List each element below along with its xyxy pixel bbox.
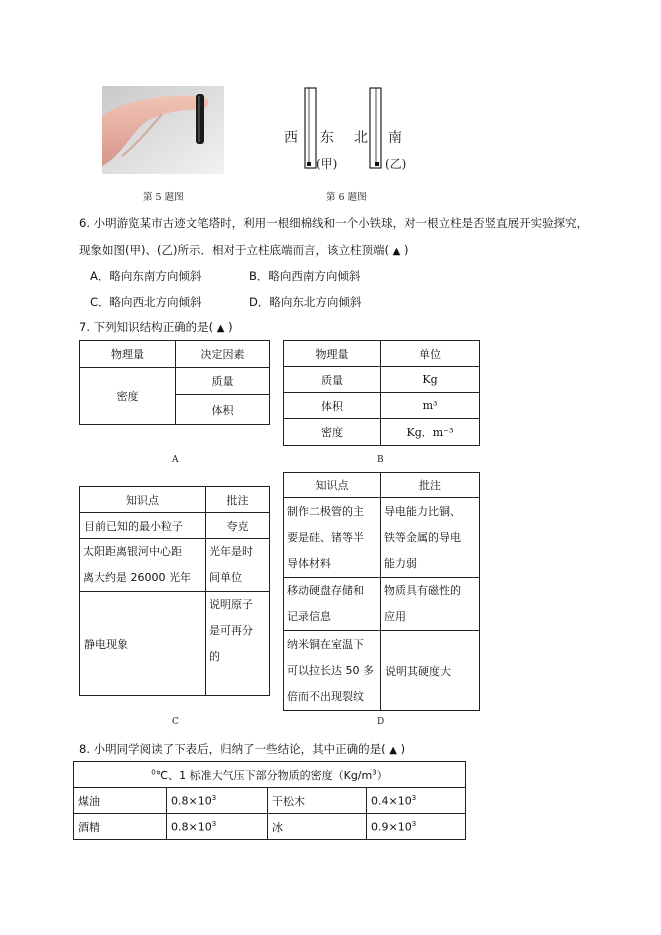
answer-mark: ▲ bbox=[389, 745, 397, 756]
table-b-header-quantity: 物理量 bbox=[284, 341, 381, 367]
table-b-row-unit: Kg bbox=[381, 367, 480, 393]
label-north: 北 bbox=[354, 130, 368, 146]
label-east: 东 bbox=[320, 130, 334, 146]
table-b-row-quantity: 密度 bbox=[284, 419, 381, 446]
density-table-substance: 冰 bbox=[268, 814, 367, 840]
density-table bbox=[73, 761, 466, 840]
q6-option-b: B．略向西南方向倾斜 bbox=[249, 269, 361, 283]
table-c-r2-point: 太阳距离银河中心距 离大约是 26000 光年 bbox=[80, 539, 206, 592]
table-c-label: C bbox=[172, 717, 179, 727]
table-b-row-quantity: 质量 bbox=[284, 367, 381, 393]
density-table-title: $^0$℃、1 标准大气压下部分物质的密度$(Kg/m^3)$ bbox=[74, 762, 466, 788]
q6-option-a: A．略向东南方向倾斜 bbox=[90, 269, 202, 283]
table-c-r2-note: 光年是时 间单位 bbox=[206, 539, 270, 592]
table-b bbox=[283, 340, 480, 446]
table-d-r1-note: 导电能力比铜、 铁等金属的导电 能力弱 bbox=[381, 498, 480, 578]
table-c bbox=[79, 486, 270, 696]
table-b-header-unit: 单位 bbox=[381, 341, 480, 367]
density-table-value: $0.4\times 10^3$ bbox=[367, 788, 466, 814]
table-b-row-unit: Kg．m⁻³ bbox=[381, 419, 480, 446]
label-west: 西 bbox=[284, 130, 298, 146]
density-table-substance: 煤油 bbox=[74, 788, 167, 814]
table-a-header-factor: 决定因素 bbox=[176, 341, 270, 368]
table-a-density: 密度 bbox=[80, 368, 176, 425]
q7-prompt: 7. 下列知识结构正确的是( ▲ ) bbox=[79, 320, 233, 334]
table-a-label: A bbox=[172, 455, 179, 465]
fig5-photo bbox=[102, 86, 224, 174]
q6-option-c: C．略向西北方向倾斜 bbox=[90, 295, 202, 309]
table-a-mass: 质量 bbox=[176, 368, 270, 395]
table-d-r2-note: 物质具有磁性的 应用 bbox=[381, 578, 480, 631]
label-jia: (甲) bbox=[316, 157, 338, 171]
answer-mark: ▲ bbox=[392, 246, 401, 257]
table-a bbox=[79, 340, 270, 425]
table-b-row-quantity: 体积 bbox=[284, 393, 381, 419]
table-a-header-quantity: 物理量 bbox=[80, 341, 176, 368]
table-d-r2-point: 移动硬盘存储和 记录信息 bbox=[284, 578, 381, 631]
answer-mark: ▲ bbox=[216, 323, 225, 334]
table-a-volume: 体积 bbox=[176, 395, 270, 425]
table-d-r3-point: 纳米铜在室温下 可以拉长达 50 多 倍而不出现裂纹 bbox=[284, 631, 381, 711]
table-d-label: D bbox=[377, 717, 385, 727]
finger-cable-image bbox=[102, 86, 224, 174]
fig6-caption: 第 6 题图 bbox=[326, 192, 367, 203]
q6-option-d: D．略向东北方向倾斜 bbox=[249, 295, 362, 309]
table-d bbox=[283, 472, 480, 711]
density-table-substance: 酒精 bbox=[74, 814, 167, 840]
q8-prompt: 8. 小明同学阅读了下表后，归纳了一些结论，其中正确的是( ▲ ) bbox=[79, 742, 406, 756]
table-c-r3-point: 静电现象 bbox=[80, 592, 206, 696]
table-c-header-note: 批注 bbox=[206, 487, 270, 513]
table-d-r3-note: 说明其硬度大 bbox=[381, 631, 480, 711]
table-c-r1-point: 目前已知的最小粒子 bbox=[80, 513, 206, 539]
table-b-label: B bbox=[377, 455, 384, 465]
density-table-value: $0.9\times 10^3$ bbox=[367, 814, 466, 840]
table-d-r1-point: 制作二极管的主 要是硅、锗等半 导体材料 bbox=[284, 498, 381, 578]
table-c-r1-note: 夸克 bbox=[206, 513, 270, 539]
table-c-r3-note: 说明原子 是可再分 的 bbox=[206, 592, 270, 696]
label-south: 南 bbox=[388, 130, 402, 146]
label-yi: (乙) bbox=[385, 157, 407, 171]
q6-line1: 6. 小明游览某市古迹文笔塔时，利用一根细棉线和一个小铁球，对一根立柱是否竖直展开实验探究， bbox=[79, 216, 589, 230]
table-d-header-note: 批注 bbox=[381, 473, 480, 498]
table-d-header-point: 知识点 bbox=[284, 473, 381, 498]
table-b-row-unit: m³ bbox=[381, 393, 480, 419]
fig5-caption: 第 5 题图 bbox=[143, 192, 184, 203]
q6-line2: 现象如图(甲)、(乙)所示．相对于立柱底端而言，该立柱顶端( ▲ ) bbox=[79, 243, 409, 257]
table-c-header-point: 知识点 bbox=[80, 487, 206, 513]
density-table-value: $0.8\times 10^3$ bbox=[167, 814, 268, 840]
density-table-value: $0.8\times 10^3$ bbox=[167, 788, 268, 814]
density-table-substance: 干松木 bbox=[268, 788, 367, 814]
